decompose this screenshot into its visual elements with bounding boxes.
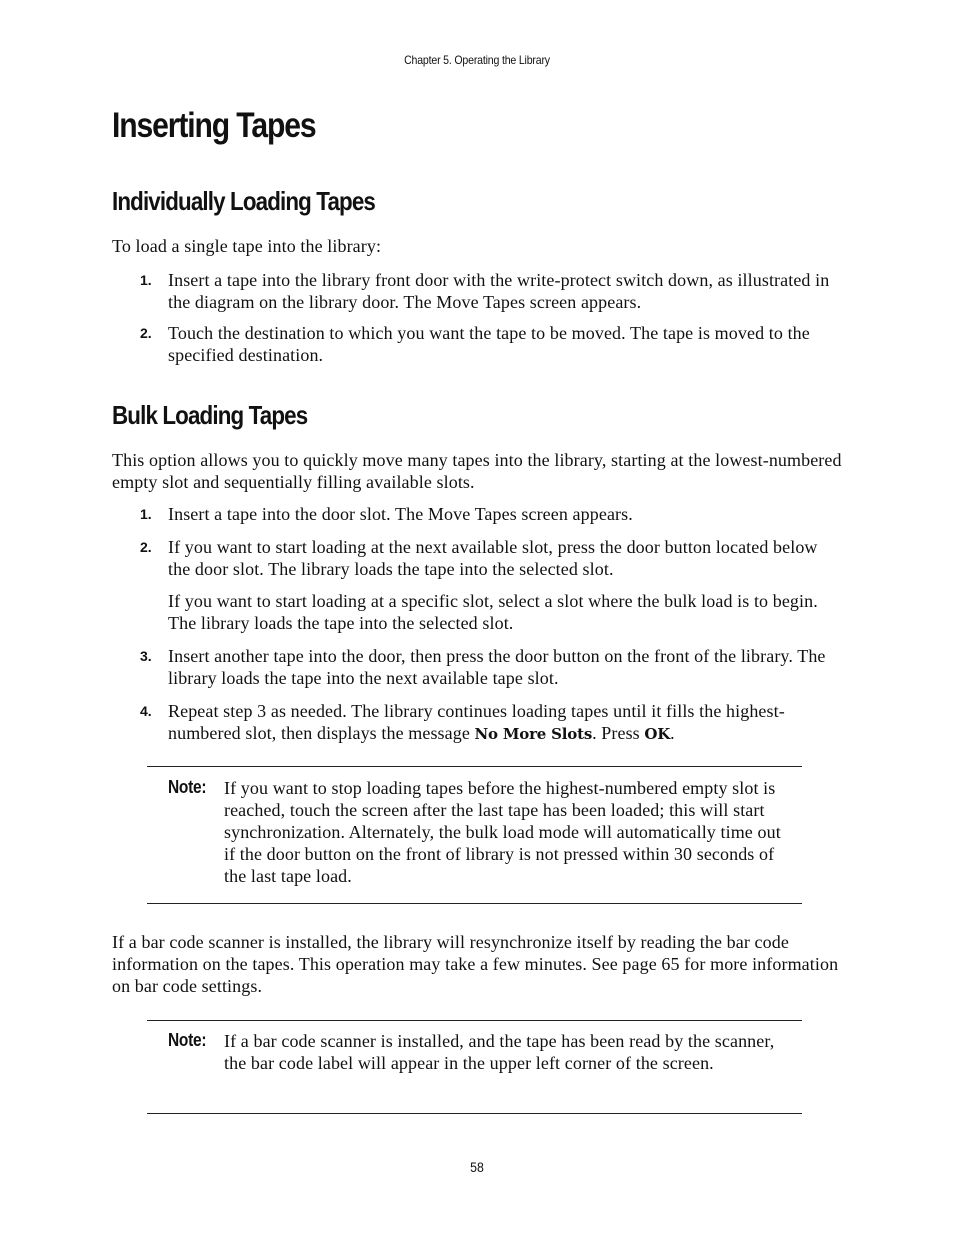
step-text: If you want to start loading at the next available slot, press the door button located below the door slot. The library loads the tape into the selected slot. [168, 537, 818, 579]
note-text: If you want to stop loading tapes before the highest-numbered empty slot is reached, touch the screen after the last tape has been loaded; this will start synchronization. Alternately, the bulk load mode will automatically time out if the door button on the front of library is not pressed within 30 seconds of the last tape load. [224, 778, 781, 886]
note-top-rule [147, 1020, 802, 1021]
section-heading-bulk: Bulk Loading Tapes [112, 400, 308, 430]
step-text [168, 700, 842, 745]
step-text: Insert a tape into the door slot. The Move Tapes screen appears. [168, 504, 633, 524]
note-bottom-rule [147, 903, 802, 904]
step-number: 2. [140, 325, 152, 341]
step-text-after: . [670, 723, 675, 743]
barcode-paragraph: If a bar code scanner is installed, the library will resynchronize itself by reading the bar code information on the tapes. This operation may take a few minutes. See page 65 for more information on bar code settings. [112, 932, 839, 996]
step-text-middle: . Press [592, 723, 645, 743]
step-text: Insert a tape into the library front door with the write-protect switch down, as illustrated in the diagram on the library door. The Move Tapes screen appears. [168, 270, 830, 312]
note-bottom-rule [147, 1113, 802, 1114]
step-number: 1. [140, 506, 152, 522]
step-number: 3. [140, 648, 152, 664]
step-number: 1. [140, 272, 152, 288]
note-label: Note: [168, 777, 207, 797]
note-label: Note: [168, 1030, 207, 1050]
section-intro-bulk: This option allows you to quickly move many tapes into the library, starting at the lowest-numbered empty slot and sequentially filling available slots. [112, 450, 842, 492]
step-number: 2. [140, 539, 152, 555]
step-text-before: Repeat step 3 as needed. The library continues loading tapes until it fills the highest-numbered slot, then displays the message [168, 701, 785, 743]
note-text: If a bar code scanner is installed, and the tape has been read by the scanner, the bar code label will appear in the upper left corner of the screen. [224, 1031, 775, 1073]
note-top-rule [147, 766, 802, 767]
page-title: Inserting Tapes [112, 106, 316, 145]
running-head: Chapter 5. Operating the Library [404, 53, 550, 67]
step-text: Insert another tape into the door, then press the door button on the front of the library. The library loads the tape into the next available tape slot. [168, 646, 826, 688]
section-heading-individual: Individually Loading Tapes [112, 186, 375, 216]
page-number: 58 [470, 1159, 484, 1175]
step-bulk-2-continuation: If you want to start loading at a specific slot, select a slot where the bulk load is to begin. The library loads the tape into the selected slot. [168, 591, 818, 633]
ui-button-ok: OK [644, 725, 671, 743]
step-number: 4. [140, 703, 152, 719]
ui-message-no-more-slots: No More Slots [474, 725, 593, 743]
section-intro-individual: To load a single tape into the library: [112, 236, 382, 256]
step-text: Touch the destination to which you want the tape to be moved. The tape is moved to the specified destination. [168, 323, 810, 365]
